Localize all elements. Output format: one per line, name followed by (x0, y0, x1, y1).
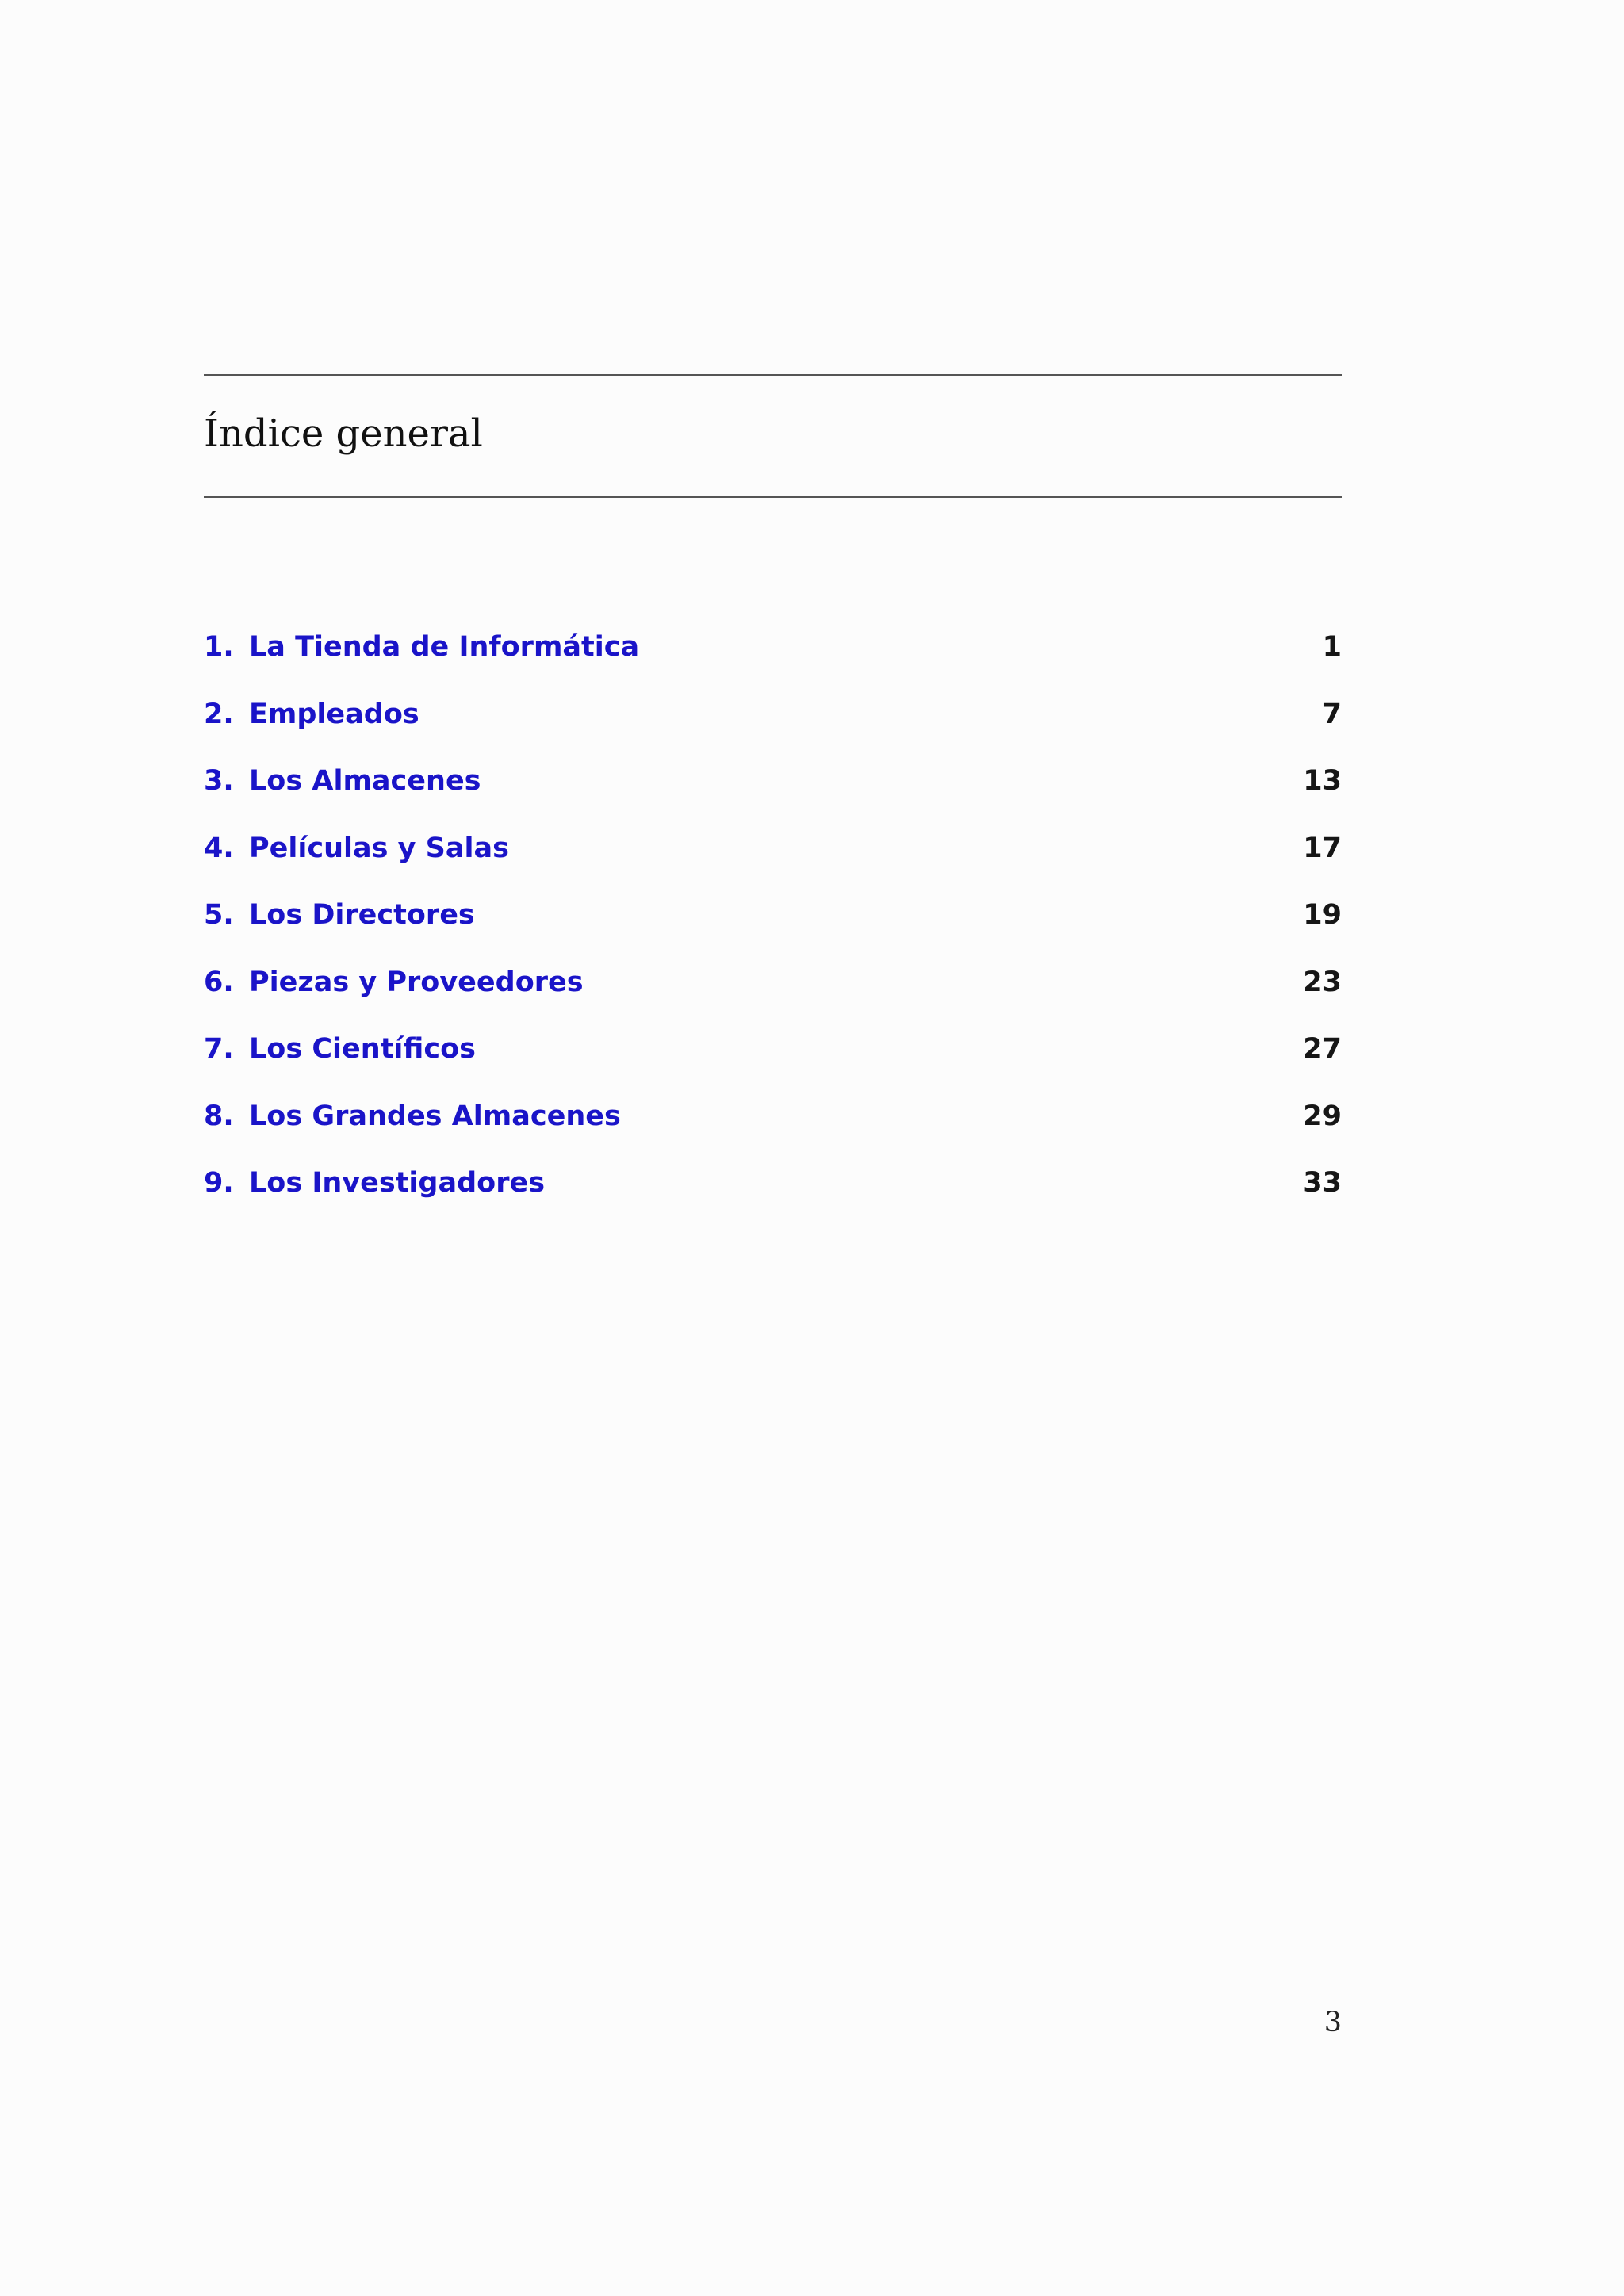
toc-entry-page[interactable]: 7 (1322, 698, 1342, 730)
toc-entry[interactable] (204, 691, 1342, 758)
toc-entry-title[interactable]: Los Científicos (249, 1033, 476, 1065)
toc-entry-page[interactable]: 29 (1303, 1100, 1342, 1132)
table-of-contents (204, 623, 1342, 1226)
toc-entry-title[interactable]: Los Grandes Almacenes (249, 1100, 621, 1132)
toc-entry-title[interactable]: Los Investigadores (249, 1167, 546, 1199)
toc-entry-title[interactable]: Los Almacenes (249, 765, 481, 797)
toc-entry-number: 5. (204, 899, 234, 931)
toc-entry-number: 4. (204, 832, 234, 864)
toc-entry-page[interactable]: 19 (1303, 899, 1342, 931)
toc-entry[interactable] (204, 1159, 1342, 1226)
toc-entry-page[interactable]: 33 (1303, 1167, 1342, 1199)
toc-entry-number: 3. (204, 765, 234, 797)
toc-entry-number: 2. (204, 698, 234, 730)
toc-entry-number: 9. (204, 1167, 234, 1199)
toc-entry-page[interactable]: 17 (1303, 832, 1342, 864)
top-rule (204, 374, 1342, 376)
toc-entry-number: 8. (204, 1100, 234, 1132)
toc-entry-title[interactable]: Películas y Salas (249, 832, 509, 864)
toc-entry-title[interactable]: Empleados (249, 698, 419, 730)
toc-entry-number: 1. (204, 631, 234, 663)
toc-entry-page[interactable]: 1 (1322, 631, 1342, 663)
toc-entry[interactable] (204, 757, 1342, 825)
toc-entry-title[interactable]: Los Directores (249, 899, 475, 931)
toc-entry-page[interactable]: 27 (1303, 1033, 1342, 1065)
page-title: Índice general (204, 411, 483, 456)
toc-entry[interactable] (204, 1093, 1342, 1160)
toc-entry-page[interactable]: 13 (1303, 765, 1342, 797)
toc-entry[interactable] (204, 959, 1342, 1026)
toc-entry-page[interactable]: 23 (1303, 966, 1342, 998)
toc-entry[interactable] (204, 1025, 1342, 1093)
toc-entry[interactable] (204, 623, 1342, 691)
bottom-rule (204, 496, 1342, 498)
toc-entry[interactable] (204, 891, 1342, 959)
toc-entry[interactable] (204, 825, 1342, 892)
toc-entry-number: 6. (204, 966, 234, 998)
toc-entry-number: 7. (204, 1033, 234, 1065)
page-number: 3 (1323, 2007, 1342, 2038)
toc-entry-title[interactable]: La Tienda de Informática (249, 631, 640, 663)
toc-entry-title[interactable]: Piezas y Proveedores (249, 966, 584, 998)
